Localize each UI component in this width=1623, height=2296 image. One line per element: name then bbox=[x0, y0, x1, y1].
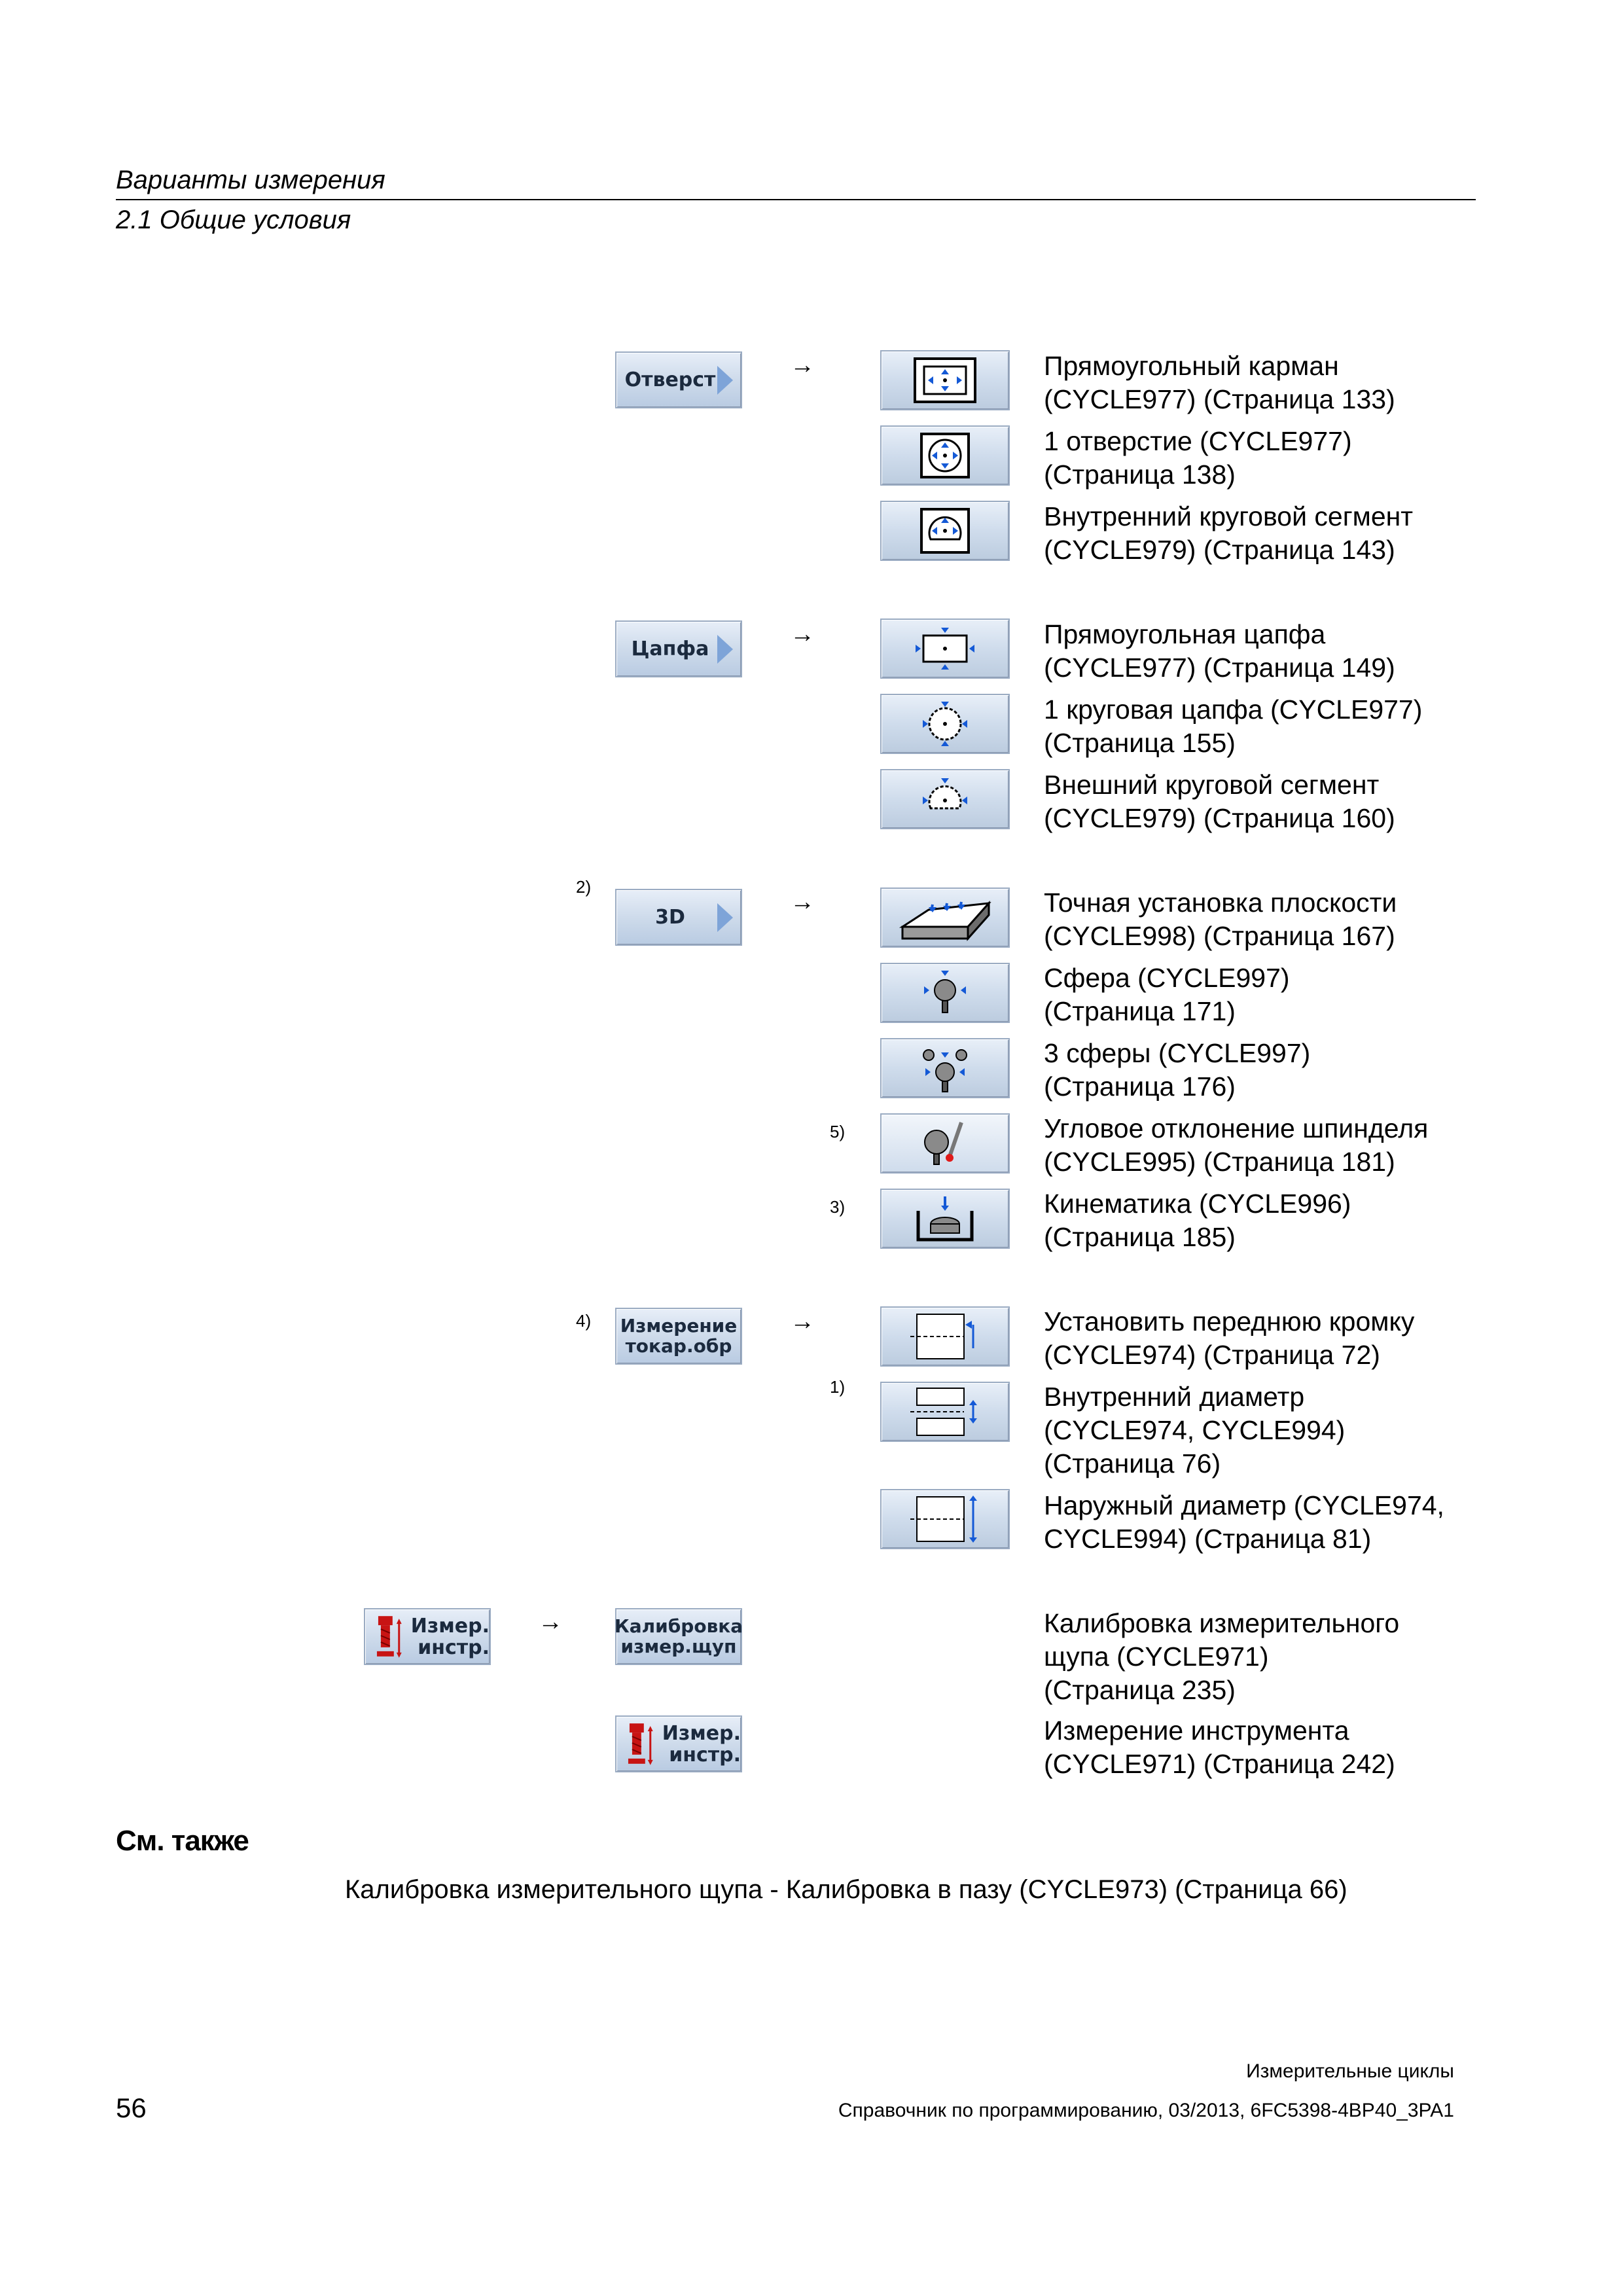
desc-inner-circle-segment bbox=[1044, 500, 1607, 567]
softkey-line-1: Измерение bbox=[620, 1314, 738, 1336]
desc-front-edge bbox=[1044, 1305, 1607, 1372]
outer-circle-segment-icon bbox=[912, 772, 978, 827]
softkey-hole-label: Отверст bbox=[624, 368, 716, 391]
footnote-ref: 2) bbox=[576, 877, 592, 897]
flow-arrow: → bbox=[790, 351, 815, 379]
desc-line[interactable]: Прямоугольный карман bbox=[1044, 351, 1339, 381]
desc-link[interactable]: (Страница 138) bbox=[1044, 459, 1236, 490]
desc-kinematics bbox=[1044, 1187, 1607, 1254]
softkey-arrow-icon bbox=[717, 366, 733, 395]
footnote-ref: 4) bbox=[576, 1311, 592, 1331]
desc-sphere bbox=[1044, 961, 1607, 1028]
desc-line[interactable]: Точная установка плоскости bbox=[1044, 888, 1397, 918]
flow-arrow: → bbox=[790, 1308, 815, 1335]
desc-line[interactable]: Внутренний диаметр bbox=[1044, 1382, 1305, 1412]
desc-line[interactable]: 1 отверстие (CYCLE977) bbox=[1044, 426, 1352, 456]
tool-icon bbox=[373, 1613, 403, 1660]
circular-spigot-icon bbox=[912, 696, 978, 751]
one-hole-icon bbox=[919, 431, 971, 480]
softkey-spigot-label: Цапфа bbox=[631, 637, 709, 660]
desc-rect-spigot bbox=[1044, 618, 1607, 685]
softkey-line-1: Измер. bbox=[662, 1721, 741, 1745]
see-also-link[interactable]: Калибровка измерительного щупа - Калибровка в пазу (CYCLE973) (Страница 66) bbox=[345, 1875, 1347, 1904]
desc-line[interactable]: Внутренний круговой сегмент bbox=[1044, 501, 1414, 531]
footnote-ref: 3) bbox=[830, 1197, 846, 1217]
kinematics-button[interactable] bbox=[880, 1189, 1010, 1249]
desc-circular-spigot bbox=[1044, 693, 1607, 760]
front-edge-button[interactable] bbox=[880, 1306, 1010, 1367]
spindle-deviation-icon bbox=[909, 1116, 981, 1171]
softkey-arrow-icon bbox=[717, 635, 733, 664]
desc-link[interactable]: CYCLE994) (Страница 81) bbox=[1044, 1524, 1372, 1554]
softkey-line-1: Калибровка bbox=[614, 1615, 743, 1637]
desc-link[interactable]: (CYCLE971) (Страница 242) bbox=[1044, 1749, 1395, 1779]
outer-diameter-button[interactable] bbox=[880, 1489, 1010, 1549]
desc-link[interactable]: (CYCLE998) (Страница 167) bbox=[1044, 921, 1395, 951]
softkey-3d[interactable] bbox=[615, 889, 742, 946]
header-rule bbox=[116, 199, 1476, 200]
desc-line[interactable]: Калибровка измерительного bbox=[1044, 1608, 1400, 1638]
circular-spigot-button[interactable] bbox=[880, 694, 1010, 754]
softkey-calibrate-probe[interactable] bbox=[615, 1608, 742, 1665]
desc-outer-circle-segment bbox=[1044, 768, 1607, 835]
desc-link[interactable]: (Страница 155) bbox=[1044, 728, 1236, 758]
softkey-measure-tool[interactable] bbox=[364, 1608, 491, 1665]
footnote-ref: 5) bbox=[830, 1122, 846, 1141]
flow-arrow: → bbox=[790, 620, 815, 648]
chapter-title: Варианты измерения bbox=[116, 166, 385, 194]
kinematics-icon bbox=[909, 1191, 981, 1246]
three-spheres-button[interactable] bbox=[880, 1038, 1010, 1098]
softkey-arrow-icon bbox=[717, 903, 733, 932]
desc-line[interactable]: Сфера (CYCLE997) bbox=[1044, 963, 1290, 993]
desc-line[interactable]: Кинематика (CYCLE996) bbox=[1044, 1189, 1351, 1219]
plane-alignment-button[interactable] bbox=[880, 888, 1010, 948]
desc-link[interactable]: (CYCLE977) (Страница 133) bbox=[1044, 384, 1395, 414]
desc-link[interactable]: (CYCLE977) (Страница 149) bbox=[1044, 653, 1395, 683]
inner-diameter-button[interactable] bbox=[880, 1382, 1010, 1442]
sphere-button[interactable] bbox=[880, 963, 1010, 1023]
desc-link[interactable]: (CYCLE974, CYCLE994) bbox=[1044, 1415, 1346, 1445]
desc-rect-pocket bbox=[1044, 350, 1607, 416]
flow-arrow: → bbox=[538, 1608, 563, 1636]
rect-spigot-button[interactable] bbox=[880, 619, 1010, 679]
desc-link[interactable]: (Страница 176) bbox=[1044, 1071, 1236, 1102]
desc-plane-alignment bbox=[1044, 886, 1607, 953]
desc-link[interactable]: (CYCLE979) (Страница 160) bbox=[1044, 803, 1395, 833]
softkey-measure-tool-2[interactable] bbox=[615, 1715, 742, 1772]
softkey-line-2: измер.щуп bbox=[620, 1635, 737, 1657]
desc-spindle-deviation bbox=[1044, 1112, 1607, 1179]
softkey-line-1: Измер. bbox=[410, 1614, 490, 1638]
softkey-3d-label: 3D bbox=[655, 906, 685, 929]
desc-link[interactable]: (CYCLE974) (Страница 72) bbox=[1044, 1340, 1380, 1370]
softkey-line-2: токар.обр bbox=[625, 1335, 732, 1357]
desc-outer-diameter bbox=[1044, 1489, 1607, 1556]
rect-pocket-icon bbox=[912, 356, 978, 404]
desc-link[interactable]: (CYCLE979) (Страница 143) bbox=[1044, 535, 1395, 565]
inner-circle-segment-icon bbox=[919, 507, 971, 555]
desc-line[interactable]: щупа (CYCLE971) bbox=[1044, 1641, 1269, 1672]
softkey-line-2: инстр. bbox=[669, 1743, 741, 1767]
outer-diameter-icon bbox=[896, 1492, 994, 1547]
footer-edition: Справочник по программированию, 03/2013, 6FC5398-4BP40_3PA1 bbox=[838, 2100, 1454, 2121]
desc-calibrate-probe bbox=[1044, 1607, 1607, 1707]
rect-pocket-button[interactable] bbox=[880, 350, 1010, 410]
page-number: 56 bbox=[116, 2092, 147, 2123]
footnote-ref: 1) bbox=[830, 1377, 846, 1397]
sphere-icon bbox=[912, 965, 978, 1020]
desc-line[interactable]: Внешний круговой сегмент bbox=[1044, 770, 1380, 800]
desc-link[interactable]: (Страница 185) bbox=[1044, 1222, 1236, 1252]
outer-circle-segment-button[interactable] bbox=[880, 769, 1010, 829]
desc-measure-tool bbox=[1044, 1714, 1607, 1781]
desc-three-spheres bbox=[1044, 1037, 1607, 1103]
section-title: 2.1 Общие условия bbox=[116, 206, 351, 234]
softkey-hole[interactable] bbox=[615, 351, 742, 408]
desc-line[interactable]: Прямоугольная цапфа bbox=[1044, 619, 1326, 649]
inner-circle-segment-button[interactable] bbox=[880, 501, 1010, 561]
softkey-spigot[interactable] bbox=[615, 620, 742, 677]
desc-line[interactable]: Измерение инструмента bbox=[1044, 1715, 1349, 1746]
desc-inner-diameter bbox=[1044, 1380, 1607, 1480]
tool-icon bbox=[624, 1721, 654, 1768]
desc-link[interactable]: (CYCLE995) (Страница 181) bbox=[1044, 1147, 1395, 1177]
desc-line[interactable]: 1 круговая цапфа (CYCLE977) bbox=[1044, 694, 1423, 725]
see-also-heading: См. также bbox=[116, 1825, 249, 1857]
footer-book-title: Измерительные циклы bbox=[1246, 2060, 1454, 2082]
desc-line[interactable]: Наружный диаметр (CYCLE974, bbox=[1044, 1490, 1444, 1520]
spindle-deviation-button[interactable] bbox=[880, 1113, 1010, 1174]
desc-link[interactable]: (Страница 235) bbox=[1044, 1675, 1236, 1705]
desc-link[interactable]: (Страница 171) bbox=[1044, 996, 1236, 1026]
desc-line[interactable]: Установить переднюю кромку bbox=[1044, 1306, 1415, 1336]
softkey-line-2: инстр. bbox=[418, 1636, 490, 1659]
inner-diameter-icon bbox=[896, 1384, 994, 1439]
three-spheres-icon bbox=[909, 1041, 981, 1096]
desc-one-hole bbox=[1044, 425, 1607, 492]
desc-link[interactable]: (Страница 76) bbox=[1044, 1448, 1221, 1479]
flow-arrow: → bbox=[790, 888, 815, 916]
softkey-turning-measure[interactable] bbox=[615, 1308, 742, 1365]
desc-line[interactable]: 3 сферы (CYCLE997) bbox=[1044, 1038, 1311, 1068]
front-edge-icon bbox=[896, 1309, 994, 1364]
one-hole-button[interactable] bbox=[880, 425, 1010, 486]
rect-spigot-icon bbox=[909, 621, 981, 676]
plane-alignment-icon bbox=[889, 891, 1001, 944]
desc-line[interactable]: Угловое отклонение шпинделя bbox=[1044, 1113, 1429, 1143]
